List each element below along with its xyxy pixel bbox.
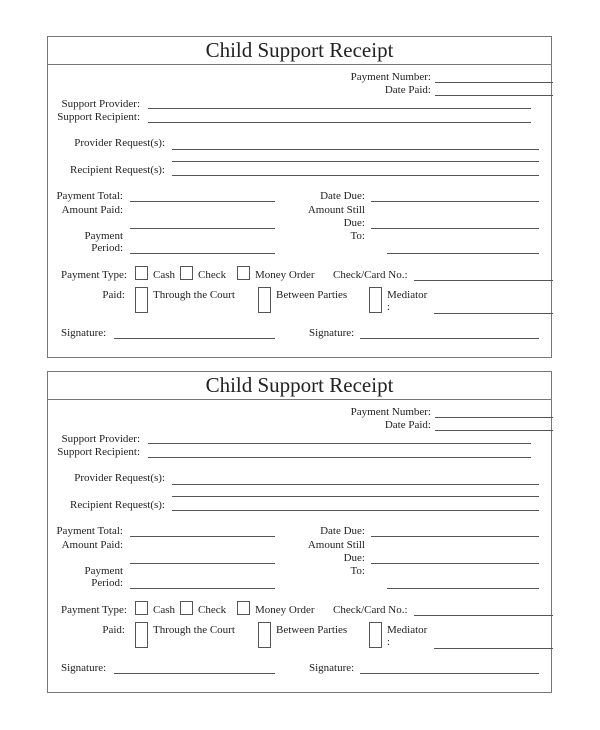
money-order-checkbox[interactable] — [237, 601, 250, 615]
mediator-field[interactable] — [434, 648, 553, 649]
to-label: To: — [350, 230, 365, 242]
payment-total-field[interactable] — [130, 201, 275, 202]
check-card-no-label: Check/Card No.: — [333, 269, 408, 281]
recipient-requests-label: Recipient Request(s): — [69, 164, 165, 176]
receipt-form-2 — [47, 371, 552, 693]
cash-label: Cash — [153, 604, 175, 616]
check-label: Check — [198, 604, 227, 616]
signature-label-left: Signature: — [61, 662, 107, 674]
to-field[interactable] — [387, 588, 539, 589]
recipient-requests-field[interactable] — [172, 510, 539, 511]
recipient-requests-field[interactable] — [172, 175, 539, 176]
date-paid-field[interactable] — [435, 95, 553, 96]
date-due-field[interactable] — [371, 201, 539, 202]
paid-label: Paid: — [102, 624, 125, 636]
money-order-label: Money Order — [255, 604, 315, 616]
support-provider-label: Support Provider: — [61, 433, 140, 445]
date-paid-label: Date Paid: — [384, 84, 431, 96]
mediator-label: Mediator — [387, 289, 428, 301]
cash-label: Cash — [153, 269, 175, 281]
date-paid-label: Date Paid: — [384, 419, 431, 431]
payment-number-label: Payment Number: — [350, 71, 431, 83]
payment-period-field[interactable] — [130, 588, 275, 589]
payment-period-label-2: Period: — [91, 242, 123, 254]
through-court-checkbox[interactable] — [135, 287, 148, 313]
date-due-label: Date Due: — [320, 525, 365, 537]
check-card-no-field[interactable] — [414, 280, 553, 281]
signature-label-right: Signature: — [309, 327, 355, 339]
date-paid-field[interactable] — [435, 430, 553, 431]
between-parties-checkbox[interactable] — [258, 287, 271, 313]
support-provider-field[interactable] — [148, 443, 531, 444]
mediator-checkbox[interactable] — [369, 287, 382, 313]
money-order-checkbox[interactable] — [237, 266, 250, 280]
payment-total-field[interactable] — [130, 536, 275, 537]
amount-still-due-label: Amount Still — [307, 204, 365, 216]
cash-checkbox[interactable] — [135, 601, 148, 615]
amount-paid-label: Amount Paid: — [61, 204, 123, 216]
amount-still-due-field[interactable] — [371, 563, 539, 564]
between-parties-checkbox[interactable] — [258, 622, 271, 648]
amount-still-due-field[interactable] — [371, 228, 539, 229]
amount-still-due-label-2: Due: — [343, 552, 365, 564]
payment-number-field[interactable] — [435, 417, 553, 418]
provider-requests-label: Provider Request(s): — [74, 472, 165, 484]
provider-requests-field-1[interactable] — [172, 149, 539, 150]
receipt-title: Child Support Receipt — [48, 36, 551, 65]
through-court-checkbox[interactable] — [135, 622, 148, 648]
provider-requests-field-1[interactable] — [172, 484, 539, 485]
signature-label-left: Signature: — [61, 327, 107, 339]
check-checkbox[interactable] — [180, 601, 193, 615]
payment-period-label: Payment — [84, 565, 123, 577]
check-card-no-field[interactable] — [414, 615, 553, 616]
paid-label: Paid: — [102, 289, 125, 301]
mediator-colon: : — [387, 636, 391, 648]
cash-checkbox[interactable] — [135, 266, 148, 280]
to-label: To: — [350, 565, 365, 577]
amount-paid-field[interactable] — [130, 563, 275, 564]
mediator-colon: : — [387, 301, 391, 313]
payment-period-field[interactable] — [130, 253, 275, 254]
between-parties-label: Between Parties — [276, 624, 348, 636]
provider-requests-field-2[interactable] — [172, 496, 539, 497]
mediator-label: Mediator — [387, 624, 428, 636]
payment-total-label: Payment Total: — [56, 525, 123, 537]
amount-paid-field[interactable] — [130, 228, 275, 229]
payment-period-label-2: Period: — [91, 577, 123, 589]
mediator-checkbox[interactable] — [369, 622, 382, 648]
signature-field-right[interactable] — [360, 338, 539, 339]
support-recipient-field[interactable] — [148, 457, 531, 458]
signature-label-right: Signature: — [309, 662, 355, 674]
signature-field-left[interactable] — [114, 338, 275, 339]
amount-still-due-label-2: Due: — [343, 217, 365, 229]
payment-total-label: Payment Total: — [56, 190, 123, 202]
receipt-title: Child Support Receipt — [48, 371, 551, 400]
to-field[interactable] — [387, 253, 539, 254]
amount-paid-label: Amount Paid: — [61, 539, 123, 551]
support-provider-field[interactable] — [148, 108, 531, 109]
mediator-field[interactable] — [434, 313, 553, 314]
check-checkbox[interactable] — [180, 266, 193, 280]
support-recipient-label: Support Recipient: — [57, 111, 140, 123]
through-court-label: Through the Court — [153, 289, 235, 301]
payment-type-label: Payment Type: — [61, 604, 127, 616]
support-recipient-field[interactable] — [148, 122, 531, 123]
recipient-requests-label: Recipient Request(s): — [69, 499, 165, 511]
date-due-label: Date Due: — [320, 190, 365, 202]
provider-requests-label: Provider Request(s): — [74, 137, 165, 149]
payment-type-label: Payment Type: — [61, 269, 127, 281]
between-parties-label: Between Parties — [276, 289, 348, 301]
provider-requests-field-2[interactable] — [172, 161, 539, 162]
payment-number-label: Payment Number: — [350, 406, 431, 418]
date-due-field[interactable] — [371, 536, 539, 537]
support-recipient-label: Support Recipient: — [57, 446, 140, 458]
check-label: Check — [198, 269, 227, 281]
support-provider-label: Support Provider: — [61, 98, 140, 110]
signature-field-right[interactable] — [360, 673, 539, 674]
payment-period-label: Payment — [84, 230, 123, 242]
check-card-no-label: Check/Card No.: — [333, 604, 408, 616]
amount-still-due-label: Amount Still — [307, 539, 365, 551]
through-court-label: Through the Court — [153, 624, 235, 636]
money-order-label: Money Order — [255, 269, 315, 281]
receipt-form-1 — [47, 36, 552, 358]
signature-field-left[interactable] — [114, 673, 275, 674]
payment-number-field[interactable] — [435, 82, 553, 83]
